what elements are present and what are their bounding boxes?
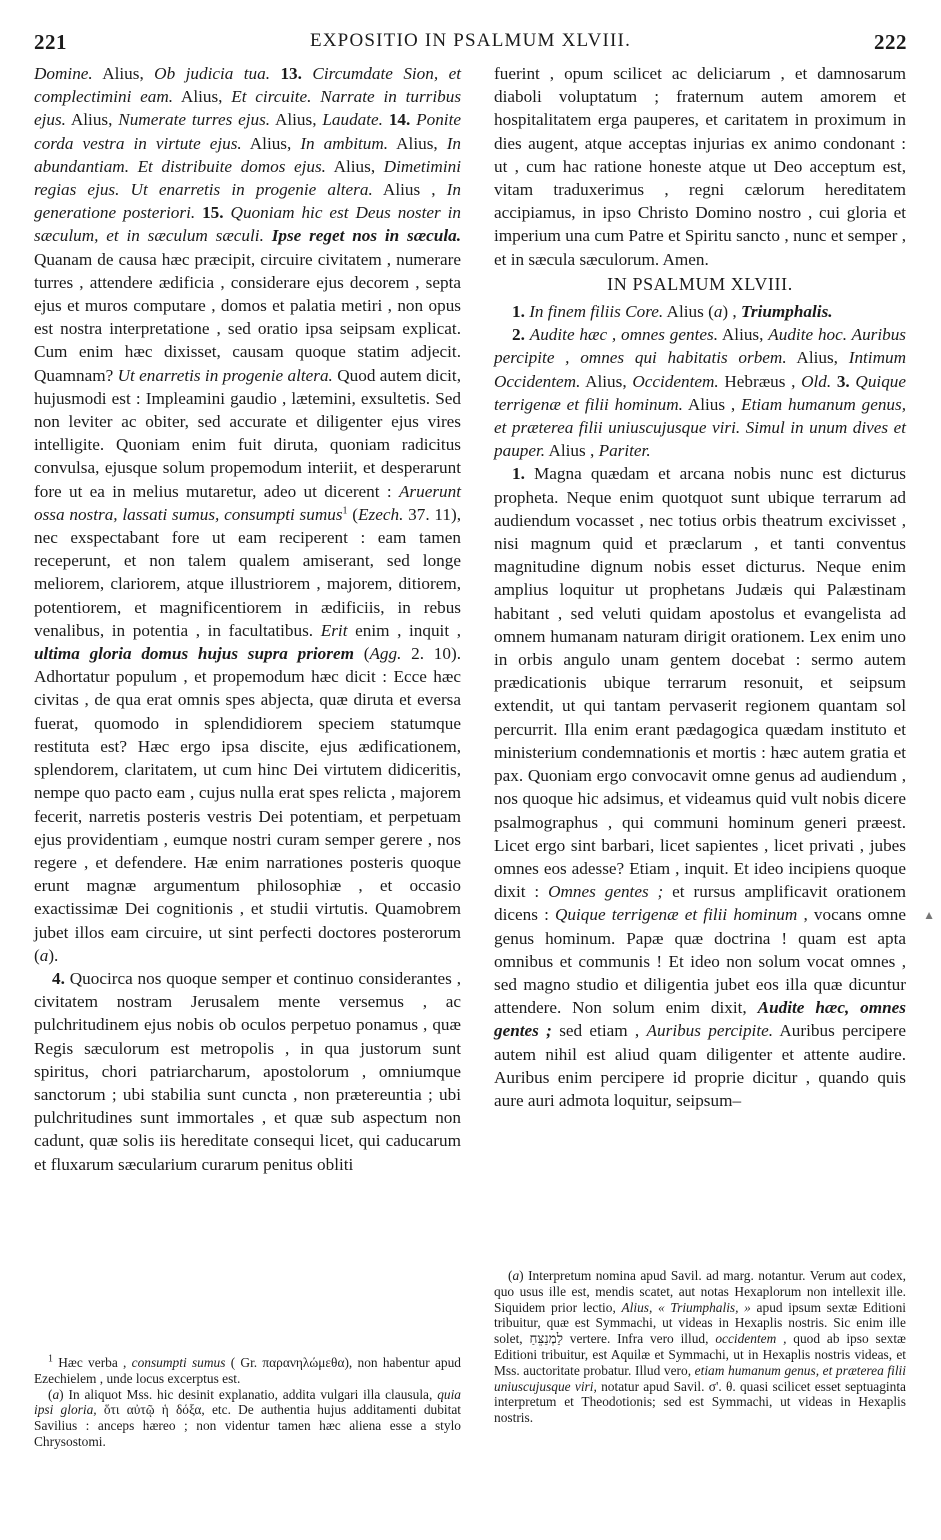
text-run: Audite hæc , omnes gentes.	[529, 325, 718, 345]
text-run: Alius ,	[372, 180, 447, 200]
text-run: Alius (	[663, 302, 714, 322]
text-run: 37. 11), nec exspectabant fore ut eam reciperent : eam tamen receperunt, et non talem qualem amiserant, sed longe meliorem, clariorem, atque illustriorem , majorem, ditiorem, potentiorem, et magnificentiorem in ædificiis, in rebus venalibus, in potentia , in facultatibus.	[34, 504, 461, 640]
text-run: (	[508, 1268, 513, 1283]
text-run: Quod autem dicit, hujusmodi est : Impleamini gaudio , lætemini, exsultetis. Sed non leviter ac obiter, sed accurate et diligenter ejus vires intelligite. Quoniam enim fuit diruta, quoniam radicitus convulsa, ejusque solum propemodum interiit, et desperarunt fore ut ea in melius mutaretur, adeo ut dicerent :	[34, 365, 461, 501]
text-run: apud ipsum sextæ Editioni tribuitur, quæ est Symmachi, ut videas in Hexaplis nostris. Sic enim ille solet, לַמְנַצֵּחַ vertere. Infra vero illud,	[494, 1299, 906, 1347]
right-column	[494, 62, 906, 1112]
text-run: Triumphalis.	[741, 302, 833, 322]
text-run: Alius,	[241, 133, 301, 153]
text-run: In generatione posteriori.	[34, 180, 461, 223]
footnote	[34, 1355, 461, 1387]
text-run: Old.	[801, 371, 832, 391]
text-run: Auribus percipere autem nihil est aliud quam diligenter et attente audire. Auribus enim percipere id proprie dicitur , quando quis aure auri admota loquitur, seipsum–	[494, 1021, 907, 1110]
text-run: (	[347, 504, 359, 524]
text-run: ) Interpretum nomina apud Savil. ad marg. notantur. Verum aut codex, quo usus ille est, mendis scatet, aut notas Hexaplorum non intellexit ille. Siquidem prior lectio,	[494, 1268, 906, 1315]
text-run: Hebræus ,	[718, 371, 802, 391]
text-run: fuerint , opum scilicet ac deliciarum , et damnosarum diaboli voluptatum ; fraternum autem amorem et hospitalitatem erga pauperes, et caritatem in proximum in dies augent, atque acceptas injurias ex animo condonant : ut , cum hac ratione honeste atque ut Deo acceptum est, vitam traduxerimus , regni cælorum hereditatem accipiamus, in ipso Christo Domino nostro , cui gloria et imperium una cum Patre et Spiritu sancto , nunc et semper , et in sæcula sæculorum. Amen.	[494, 64, 906, 269]
section-title: IN PSALMUM XLVIII.	[607, 273, 793, 294]
text-run: Etiam humanum genus, et præterea filii uniuscujusque viri. Simul in unum dives et pauper.	[494, 394, 907, 461]
text-run: 4.	[52, 968, 65, 988]
text-run: Alius,	[173, 87, 232, 107]
text-run: Laudate.	[322, 110, 383, 130]
text-run: Numerate turres ejus.	[118, 110, 271, 130]
text-run: 15.	[195, 203, 231, 223]
text-run: 1.	[512, 302, 525, 322]
text-run: 2. 10). Adhortatur populum , et propemodum hæc dicit : Ecce hæc civitas , de qua erat omnis spes abjecta, quæ diruta et eversa fuerat, quomodo in splendidiorem speciem statumque restituta est? Hæc ergo ipsa discite, ejus ædificationem, splendorem, claritatem, ut cum hinc Dei virtutem didiceritis, nempe quo pacto eam , cujus nulla erat spes relicta , majorem fecerit, narretis posteris vestris Dei potentiam, et perpetuam ejus providentiam , eumque nostri curam semper gerere , nos regere , et defendere. Hæ enim narrationes posteris quoque erunt magnæ argumentum philosophiæ , et occasio exactissimæ Dei cognitionis , et studii virtutis. Quamobrem jubet illos eam circuire, ut sint perfecti doctores posterorum (	[34, 644, 461, 965]
text-run: In abundantiam.	[34, 133, 462, 176]
psalm-verse	[494, 323, 906, 462]
text-run: sed etiam ,	[551, 1021, 647, 1041]
text-run: notatur apud Savil. σ'. θ. quasi scilicet esset septuaginta interpretum et Theodotionis; sed est Symmachi, ut videas in Hexaplis nostris.	[494, 1378, 906, 1426]
text-run: 1.	[512, 464, 525, 484]
text-run: Omnes gentes ;	[548, 882, 664, 902]
text-run: ) ,	[722, 302, 742, 322]
paragraph	[494, 462, 906, 1112]
text-run: ) In aliquot Mss. hic desinit explanatio, addita vulgari illa clausula,	[59, 1386, 438, 1402]
text-run: Alius,	[270, 110, 323, 130]
left-column	[34, 62, 461, 1176]
text-run: quia ipsi gloria,	[34, 1386, 461, 1418]
text-run: , vocans omne genus hominum. Papæ quæ doctrina ! quam est apta omnibus et communis ! Et ideo non solum vocat omnes , sed magno studio et diligentia jubet eos illa quæ dicuntur attendere. Non solum enim dixit,	[494, 905, 906, 1018]
text-run: Aruerunt ossa nostra, lassati sumus, consumpti sumus	[34, 481, 461, 524]
footnote	[494, 1268, 906, 1426]
text-run	[119, 180, 130, 199]
text-run: 3.	[831, 371, 856, 391]
text-run: Narrate in turribus ejus.	[34, 87, 462, 130]
text-run	[129, 157, 138, 176]
text-run: Alius,	[388, 133, 447, 153]
text-run: (	[48, 1386, 53, 1402]
text-run: (	[353, 644, 370, 664]
text-run: occidentem ,	[715, 1331, 787, 1347]
text-run: etiam humanum genus, et præterea filii uniuscujusque viri,	[494, 1362, 906, 1394]
footnotes-left	[34, 1355, 461, 1450]
text-run: Domine.	[34, 64, 93, 83]
text-run: Alius ,	[545, 441, 599, 461]
text-run: Quique terrigenæ et filii hominum	[555, 905, 798, 925]
footnotes-right	[494, 1268, 906, 1426]
text-run: Auribus percipite.	[646, 1021, 774, 1041]
text-run: Alius,	[786, 348, 849, 368]
text-run	[264, 226, 272, 245]
paragraph	[34, 967, 461, 1176]
text-run: ὅτι αὐτῷ ἡ δόξα, etc. De authentia hujus additamenti dubitat Savilius : anceps hæreo ; non videntur tamen hæc aliena esse a stylo Chrysostomi.	[34, 1402, 462, 1449]
text-run: Ponite corda vestra in virtute ejus.	[34, 110, 461, 153]
text-run: Alius,	[580, 371, 633, 391]
text-run: Et circuite.	[231, 87, 312, 107]
running-header	[34, 30, 907, 56]
text-run: Erit	[320, 620, 348, 640]
text-run: enim , inquit ,	[347, 620, 462, 640]
text-run: Audite hoc. Auribus percipite , omnes qui habitatis orbem.	[494, 325, 906, 368]
text-run: Quique terrigenæ et filii hominum.	[494, 371, 907, 414]
text-run: Intimum Occidentem.	[494, 348, 907, 391]
text-run: Ipse reget nos in sæcula.	[271, 226, 462, 246]
text-run: Quanam de causa hæc præcipit, circuire civitatem , numerare turres , attendere ædificia , considerare ejus decorem , septa ejus et muros computare , domos et palatia metiri , non opus est nostra interpretatione , sed oratio ipsa seipsam explicat. Cum enim hæc dixisset, causam quoque statim adjecit. Quamnam?	[34, 249, 461, 385]
text-run: quod ab ipso sextæ Editioni tribuitur, est Aquilæ et Symmachi, ut in Hexaplis nostris videas, et Mss. auctoritate probatur. Illud vero,	[494, 1331, 906, 1378]
text-run: a	[39, 945, 49, 965]
text-run: et rursus amplificavit orationem dicens :	[494, 882, 906, 925]
text-run: 14.	[382, 110, 417, 130]
page-number-left: 221	[34, 30, 67, 54]
text-run: Alius, « Triumphalis, »	[621, 1299, 751, 1315]
text-run: 1	[48, 1353, 53, 1365]
footnote	[34, 1387, 461, 1450]
text-run: ultima gloria domus hujus supra priorem	[34, 644, 354, 664]
text-run: Audite hæc, omnes gentes ;	[494, 998, 906, 1041]
text-run: Magna quædam et arcana nobis nunc est dicturus propheta. Neque enim quotquot sunt ubique terrarum ad audiendum vocasset , nec totius orbis theatrum excivisset , nisi magnum quid et præclarum , et tanti conventus magnitudine dignum nobis esset dicturus. Neque enim amplius loquitur ut prophetans Judæis qui Palæstinam habitant , sed veluti quidam apostolus et evangelista ad omnem humanam naturam dirigit orationem. Lex enim uno in orbis angulo unam gentem docebat : sermo autem prædicationis ubique terrarum resonuit, et seipsum extendit, ut qui tantam pervaserit regionem quantam sol percurrit. Illa enim erant pædagogica quædam instituto et ministerium condemnationis et mortis : hæc autem gratia et pax. Quoniam ergo convocavit omne genus ad audiendum , nos quoque hic adsimus, et videamus quid vult nobis dicere psalmographus , qui communi hominum generi præest. Licet ergo sint barbari, licet sapientes , licet privati , jubes omnes eos adesse? Etiam , inquit. Et ideo incipiens quoque dixit :	[494, 464, 906, 902]
text-run: Ob judicia tua.	[154, 64, 271, 83]
text-run: Hæc verba ,	[53, 1355, 132, 1370]
paragraph-continued	[34, 62, 461, 967]
text-run: Ut enarretis in progenie altera.	[130, 180, 373, 200]
text-run: Alius ,	[682, 394, 742, 414]
text-run: 2.	[512, 325, 525, 345]
text-run: Quoniam hic est Deus noster in sæculum, et in sæculum sæculi.	[34, 203, 461, 246]
text-run: a	[713, 302, 723, 322]
text-run: Alius,	[325, 156, 384, 176]
text-run: Et distribuite domos ejus.	[137, 156, 326, 176]
text-run: 13.	[270, 64, 313, 83]
text-run: Quocirca nos quoque semper et continuo considerantes , civitatem nostram Jerusalem mente versemus , ac pulchritudinem ejus nobis ob oculos perpetuo ponamus , quæ Regis sæculorum est metropolis , in qua justorum sunt spiritus, chori patriarcharum, apostolorum , omniumque sanctorum ; ubi stabilia sunt cuncta , non prætereuntia ; ubi pulchritudines sunt immortales , et quæ sub aspectum non cadunt, quæ solis iis hereditate consequi licet, qui caducarum et fluxarum sæcularium curarum penitus obliti	[34, 968, 461, 1174]
paragraph-continued	[494, 62, 906, 271]
text-run: Occidentem.	[632, 371, 719, 391]
text-run: Alius,	[92, 64, 155, 83]
text-run: consumpti sumus	[131, 1355, 226, 1370]
text-run: In finem filiis Core.	[529, 302, 664, 322]
page-number-right: 222	[874, 30, 907, 54]
running-title: EXPOSITIO IN PSALMUM XLVIII.	[309, 30, 632, 51]
text-run: a	[512, 1268, 520, 1283]
text-run: Alius,	[718, 325, 769, 345]
text-run: Alius,	[65, 110, 119, 130]
text-run: ( Gr. παρανηλώμεθα), non habentur apud Ezechielem , unde locus excerptus est.	[34, 1355, 461, 1386]
text-run: Ut enarretis in progenie altera.	[117, 365, 333, 385]
text-run: Circumdate Sion, et complectimini eam.	[34, 64, 461, 107]
text-run: In ambitum.	[300, 133, 389, 153]
margin-mark: ▲	[923, 908, 935, 922]
text-run: Ezech.	[358, 504, 404, 524]
text-run: ).	[48, 945, 59, 965]
text-run: Pariter.	[598, 441, 651, 461]
text-run: Dimetimini regias ejus.	[34, 156, 461, 200]
text-run: 1	[342, 505, 348, 517]
psalm-verse	[494, 300, 906, 323]
text-run: a	[52, 1386, 60, 1402]
text-run: Agg.	[369, 644, 402, 664]
text-run	[311, 87, 320, 106]
